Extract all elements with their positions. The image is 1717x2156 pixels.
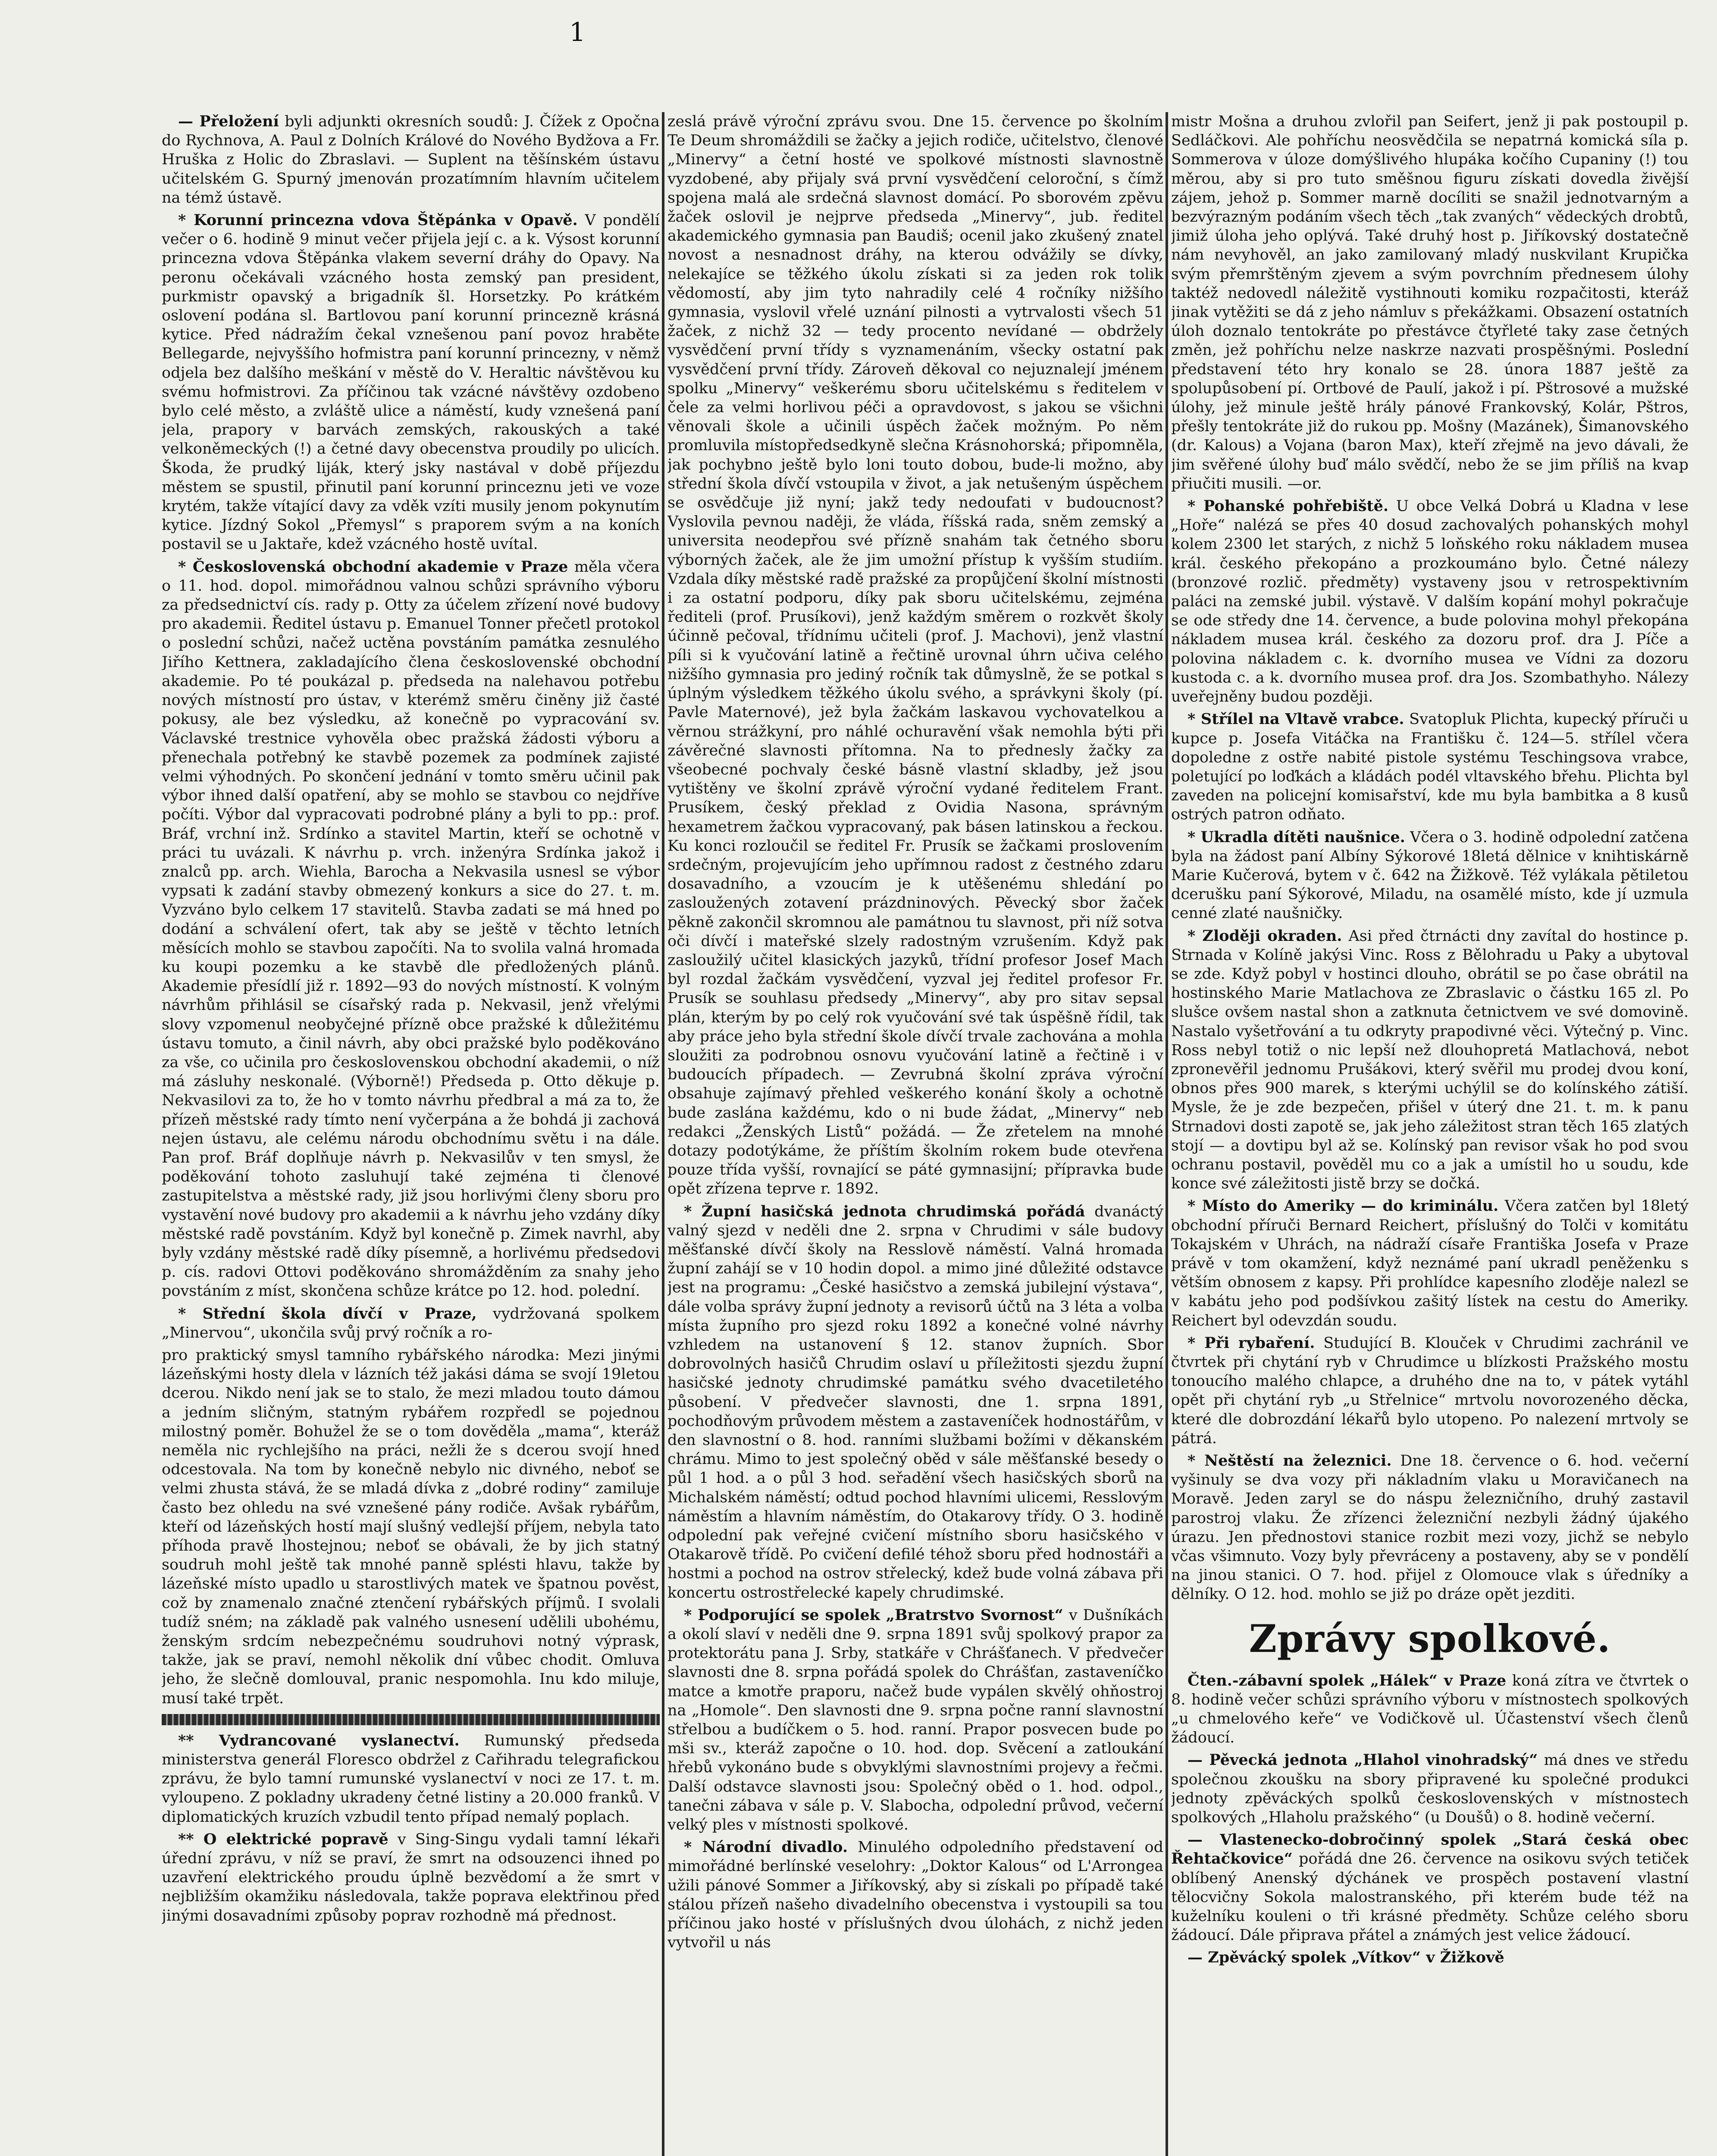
article-paragraph	[667, 1606, 1163, 1834]
article-text: dvanáctý valný sjezd v neděli dne 2. srpna v Chrudimi v sále budovy měšťanské dívčí školy na Resslově náměstí. Valná hromada župní zahájí se v 10 hodin dopol. a mimo jiné důležité odstavce jest na programu: „České hasičstvo a zemská jubilejní výstava“, dále volba správy župní jednoty a revisorů účtů na 3 léta a volba místa župního pro sjezd roku 1892 a konečné volné návrhy vzhledem na ustanovení § 12. stanov župních. Sbor dobrovolných hasičů Chrudim oslaví u příležitosti sjezdu župní hasičské jednoty chrudimské památku svého dvacetiletého působení. V předvečer slavnosti, dne 1. srpna 1891, pochodňovým průvodem městem a zastaveníček hodnostářům, v den slavnostní o 8. hod. ranními službami božími v děkanském chrámu. Mimo to jest společný oběd v sále měšťanské besedy o půl 1 hod. a o půl 3 hod. seřadění všech hasičských sborů na Michalském náměstí; odtud pochod hlavními ulicemi, Resslovým náměstím a hlavním náměstím, do Otakarovy třídy. O 3. hodině odpolední pak veřejné cvičení místního sboru hasičského v Otakarově třídě. Po cvičení defilé téhož sboru před hodnostáři a hostmi a pochod na ostrov střelecký, kdež bude volná zábava při koncertu ostrostřelecké kapely chrudimské.	[667, 1203, 1163, 1601]
article-lead: — Pěvecká jednota „Hlahol vinohradský“	[1187, 1751, 1538, 1769]
article-text: v Dušníkách a okolí slaví v neděli dne 9. srpna 1891 svůj spolkový prapor za protektorátu pana J. Srby, statkáře v Chrášťanech. V předvečer slavnosti dne 8. srpna pořádá spolek do Chrášťan, zastaveníčko matce a kmotře praporu, načež bude vypálen skvělý ohňostroj na „Homole“. Den slavnosti dne 9. srpna počne ranní slavnostní střelbou a budíčkem o 5. hod. ranní. Prapor posvecen bude po mši sv., kteráž započne o 10. hod. dop. Svěcení a zatloukání hřebů vykonáno bude s obvyklými slavnostními projevy a řečmi. Další odstavce slavnosti jsou: Společný oběd o 1. hod. odpol., tanečni zábava v sále p. V. Slabocha, odpolední průvod, večerní velký ples v místnosti spolkové.	[667, 1606, 1163, 1834]
article-text: koná zítra ve čtvrtek o 8. hodině večer schůzi správního výboru v místnostech spolkových „u chmelového keře“ ve Vodičkově ul. Účastenství všech členů žádoucí.	[1171, 1672, 1689, 1747]
column-divider	[1166, 112, 1168, 2156]
article-text: vydržovaná spolkem „Minervou“, ukončila svůj prvý ročník a ro-	[162, 1305, 660, 1341]
article-paragraph	[162, 558, 660, 1301]
article-text: V pondělí večer o 6. hodině 9 minut večer přijela její c. a k. Výsost korunní princezna vdova Štěpánka vlakem severní dráhy do Opavy. Na peronu očekávali vzácného hosta zemský pan president, purkmistr opavský a brigadník šl. Horsetzky. Po krátkém oslovení podána sl. Bartlovou paní korunní princezně krásná kytice. Před nádražím čekal vznešenou paní povoz hraběte Bellegarde, nejvyššího hofmistra paní korunní princezny, v němž odjela bez dalšího meškání v městě do V. Heraltic návštěvou ku svému hofmistrovi. Za příčinou tak vzácné návštěvy ozdobeno bylo celé město, a zvláště ulice a náměstí, kudy vznešená paní jela, prapory v barvách zemských, rakouských a také velkoněmeckých (!) a četné davy obecenstva proudily po ulicích. Škoda, že prudký liják, který jsky nastával v době příjezdu městem se spustil, přinutil paní korunní princeznu jeti ve voze krytém, takže vítající davy za vděk vzíti musily jenom pokynutím kytice. Jízdný Sokol „Přemysl“ s praporem svým a na koních postavil se u Jaktaře, kdež vzácného hostě uvítal.	[162, 212, 660, 553]
article-paragraph	[162, 211, 660, 554]
article-text: pořádá dne 26. července na osikovu svých tetiček oblíbený Anenský dýchánek ve prospěch postavení vlastní tělocvičny Sokola malostranského, při kterém bude též na kuželníku kouleni o tři krásné předměty. Schůze celého sboru žádoucí. Dále připrava přátel a známých jest velice žádoucí.	[1171, 1850, 1689, 1944]
article-paragraph	[667, 1838, 1163, 1952]
article-paragraph	[1171, 1451, 1689, 1604]
column-1	[162, 112, 660, 2156]
article-lead: Čten.-zábavní spolek „Hálek“ v Praze	[1187, 1671, 1507, 1689]
article-lead: * Místo do Ameriky — do kriminálu.	[1187, 1197, 1499, 1215]
article-lead: — Vlastenecko-dobročinný spolek „Stará česká obec Řehtačkovice“	[1171, 1831, 1689, 1868]
article-lead: * Střílel na Vltavě vrabce.	[1187, 710, 1404, 728]
article-paragraph	[1171, 1751, 1689, 1827]
article-text: pro praktický smysl tamního rybářského národka: Mezi jinými lázeňskými hosty dlela v lázních též jakási dáma se svojí 19letou dcerou. Nikdo není jak se to stalo, že mezi mladou touto dámou a jedním sličným, statným rybářem rozpředl se pojednou milostný poměr. Bohužel že se o tom dověděla „mama“, kteráž neměla nic rychlejšího na práci, nežli že s dcerou svojí hned odcestovala. Na tom by konečně nebylo nic divného, neboť se velmi zhusta stává, že se mladá dívka z „dobré rodiny“ zamiluje často bez ohledu na své vznešené pány rodiče. Avšak rybářům, kteří od lázeňských hostí mají slušný vedlejší příjem, nebyla tato příhoda pravě lhostejnou; neboť se obávali, že by jich statný soudruh mohl ještě tak mnohé panně splésti hlavu, takže by lázeňské místo upadlo u starostlivých matek ve špatnou pověst, což by znamenalo značné ztenčení rybářských příjmů. I svolali tudíž sném; na základě pak valného usnesení udělili ubohému, ženským srdcím nebezpečnému soudruhovi notný výprask, takže, jak se praví, nemohl několik dní vůbec chodit. Omluva jeho, že slečně domlouval, pranic nespomohla. Inu kdo miluje, musí také trpět.	[162, 1347, 660, 1707]
section-separator	[162, 1714, 660, 1725]
article-paragraph	[1171, 1830, 1689, 1945]
article-paragraph	[162, 1830, 660, 1925]
article-paragraph	[1171, 927, 1689, 1194]
article-lead: * Podporující se spolek „Bratrstvo Svornost“	[684, 1606, 1063, 1624]
article-lead: * Při rybaření.	[1187, 1334, 1315, 1352]
article-text: Svatopluk Plichta, kupecký příruči u kupce p. Josefa Vitáčka na Františku č. 124—5. střílel včera dopoledne z ostře nabité pistole systému Teschingsova vrabce, poletující po loďkách a kládách podél vltavského břehu. Plichta byl zaveden na policejní komisařství, kde mu byla bambitka a 8 kusů ostrých patron odňato.	[1171, 711, 1689, 824]
article-paragraph	[1171, 1671, 1689, 1748]
section-heading: Zprávy spolkové.	[1249, 1616, 1611, 1661]
article-paragraph	[1171, 710, 1689, 824]
article-paragraph	[667, 1202, 1163, 1602]
article-lead: * Zloději okraden.	[1187, 927, 1342, 945]
article-text: má dnes ve středu společnou zkoušku na sbory připravené ku společné produkci jednoty zpěváckých spolků československých v místnostech spolkových „Hlaholu pražského“ (u Doušů) o 8. hodině večerní.	[1171, 1752, 1689, 1827]
article-text: mistr Mošna a druhou zvlořil pan Seifert, jenž ji pak postoupil p. Sedláčkovi. Ale pohříchu neosvědčila se nepatrná komická síla p. Sommerova v úloze domýšlivého hlupáka kočího Cupaniny (!) tou měrou, aby si pro tuto směšnou figuru získati dovedla živější zájem, jehož p. Sommer marně docíliti se snažil jednotvarným a bezvýrazným podáním všech těch „tak zvaných“ vědeckých drobtů, jimiž úloha jeho oplývá. Také druhý host p. Jiříkovský dostatečně nám nevyhověl, an jako zamilovaný mladý nuskvilant Krupička svým přemrštěným zjevem a svým povrchním přednesem úlohy taktéž nedovedl náležitě vystihnouti komiku rozpačitosti, kteráž jinak vytěžiti se dá z jeho námluv s překážkami. Obsazení ostatních úloh doznalo tentokráte po přestávce čtyřleté taky zase četných změn, jež pohříchu nelze naskrze nazvati prospěšnými. Poslední představení této hry konalo se 28. února 1887 ještě za spolupůsobení pí. Ortbové de Paulí, jakož i pí. Pštrosové a mužské úlohy, jež minule ještě hrály pánové Frankovský, Kolár, Pštros, přešly tentokráte již do rukou pp. Mošny (Mazánek), Šimanovského (dr. Kalous) a Vojana (baron Max), kteří zřejmě na jevo dávali, že jim svěřené úlohy buď málo svědčí, nebo že se jim příliš na kvap přiučiti musili. —or.	[1171, 113, 1689, 492]
page-number: 1	[569, 17, 586, 47]
article-lead: * Ukradla dítěti naušnice.	[1187, 828, 1405, 846]
column-3	[1171, 112, 1689, 2156]
article-text: U obce Velká Dobrá u Kladna v lese „Hoře“ nalézá se přes 40 dosud zachovalých pohanských mohyl kolem 2300 let starých, z nichž 5 loňského roku nákladem musea král. českého překopáno a prozkoumáno bylo. Četné nálezy (bronzové rozlič. předměty) vystaveny jsou v retrospektivním paláci na zemské jubil. výstavě. V dalším kopání mohyl pokračuje se ode středy dne 14. července, a bude polovina mohyl překopána nákladem musea král. českého za dozoru prof. dra J. Píče a polovina nákladem c. k. dvorního musea ve Vídni za dozoru kustoda c. a k. dvorního musea prof. dra Jos. Szombathyho. Nálezy uveřejněny budou později.	[1171, 498, 1689, 706]
article-text: Minulého odpoledního představení od mimořádné berlínské veselohry: „Doktor Kalous“ od L'Arrongea užili pánové Sommer a Jiříkovský, aby si získali po případě také stálou přízeň našeho divadelního obecenstva i vystoupili sa tou příčinou jako hosté v příslušných dvou úlohách, z nichž jeden vytvořil u nás	[667, 1839, 1163, 1952]
article-text: Dne 18. července o 6. hod. večerní vyšinuly se dva vozy při nákladním vlaku u Moravičanech na Moravě. Jeden zaryl se do náspu železničního, druhý zastavil parostroj vlaku. Že zřízenci železniční nezbyli žádný újakého úrazu. Jen přednostovi stanice rozbit mezi vozy, jichž se nebylo včas všimnuto. Vozy byly převráceny a postaveny, aby se v pondělí na jinou stanici. O 7. hod. přijel z Olomouce vlak s úředníky a dělníky. O 12. hod. mohlo se již po dráze opět jezditi.	[1171, 1452, 1689, 1603]
article-text: měla včera o 11. hod. dopol. mimořádnou valnou schůzi správního výboru za předsednictví cís. rady p. Otty za účelem zřízení nové budovy pro akademii. Ředitel ústavu p. Emanuel Tonner přečetl protokol o poslední schůzi, načež uctěna povstáním památka zesnulého Jiřího Kettnera, zakladajícího člena československé obchodní akademie. Po té poukázal p. předseda na nalehavou potřebu nových místností pro ústav, v kterémž směru činěny již časté pokusy, ale bez výsledku, až konečně po vypracování sv. Václavské trestnice vyhověla obec pražská žádosti výboru a přenechala potřebný ke stavbě pozemek za podmínek zajisté velmi výhodných. Po skončení jednání v tomto směru učinil pak výbor ihned další opatření, aby se mohlo se stavbou co nejdříve počíti. Výbor dal vypracovati podrobné plány a byli to pp.: prof. Bráf, vrchní inž. Srdínko a stavitel Martin, kteří se ochotně v práci tu uvázali. K návrhu p. vrch. inženýra Srdínka jakož i znalců pp. arch. Wiehla, Barocha a Nekvasila usnesl se výbor vypsati k zadání stavby obmezený konkurs a sice do 27. t. m. Vyzváno bylo celkem 17 stavitelů. Stavba zadati se má hned po dodání a schválení ofert, tak aby se ještě v těchto letních měsících mohlo se stavbou započíti. Na to svolila valná hromada ku koupi pozemku a ke stavbě dle předložených plánů. Akademie přesídlí již r. 1892—93 do nových místností. K volným návrhům přihlásil se císařský rada p. Nekvasil, jenž vřelými slovy vzpomenul neobyčejné přízně obce pražské k důležitému ústavu tomuto, a činil návrh, aby obci pražské bylo poděkováno za vše, co učinila pro československou obchodní akademii, o níž má zásluhy neskonalé. (Výborně!) Předseda p. Otto děkuje p. Nekvasilovi za to, že ho v tomto návrhu předbral a má za to, že přízeň městské rady tímto není vyčerpána a že bohdá ji zachová nejen ústavu, ale celému národu obchodnímu světu i na dále. Pan prof. Bráf doplňuje návrh p. Nekvasilův v ten smysl, že poděkování tohoto zasluhují také zejména ti členové zastupitelstva a městské rady, již jsou horlivými členy sboru pro vystavění nové budovy pro akademii a k návrhu jeho vzdány díky městské radě povstáním. Když byl konečně p. Zimek navrhl, aby byly vzdány městské radě díky písemně, a horlivému předsedovi p. cís. radovi Ottovi poděkováno shromážděním za snahy jeho povstáním z míst, skončena schůze krátce po 12. hod. polední.	[162, 558, 660, 1300]
article-lead: ** Vydrancované vyslanectví.	[178, 1731, 460, 1749]
article-lead: — Přeložení	[178, 113, 279, 130]
column-2	[667, 112, 1163, 2156]
article-paragraph	[1171, 828, 1689, 923]
article-lead: * Korunní princezna vdova Štěpánka v Opavě.	[178, 211, 578, 229]
article-text: Rumunský předseda ministerstva generál Floresco obdržel z Cařihradu telegrafickou zprávu, že bylo tamní rumunské vyslanectví v noci ze 17. t. m. vyloupeno. Z pokladny ukradeny četné listiny a 20.000 franků. V diplomatických kruzích vzbudil tento případ nemalý poplach.	[162, 1732, 660, 1826]
article-paragraph	[1171, 112, 1689, 493]
article-text: v Sing-Singu vydali tamní lékaři úřední zprávu, v níž se praví, že smrt na odsouzenci ihned po uzavření elektrického proudu úplně bezvědomí a že smrt v nejbližším okamžiku následovala, takže poprava elektřinou před jinými dosavadními způsoby poprav rozhodně má přednost.	[162, 1830, 660, 1924]
article-paragraph	[667, 112, 1163, 1199]
article-lead: — Zpěvácký spolek „Vítkov“ v Žižkově	[1187, 1949, 1504, 1967]
article-text: zeslá právě výroční zprávu svou. Dne 15. července po školním Te Deum shromáždili se žačky a jejich rodiče, učitelstvo, členové „Minervy“ a četní hosté ve spolkové místnosti slavnostně vyzdobené, aby přijaly svá první vysvědčení celoroční, s čímž spojena malá ale srdečná slavnost domácí. Po sborovém zpěvu žaček oslovil je nejprve předseda „Minervy“, jub. ředitel akademického gymnasia pan Baudiš; ocenil jako zkušený znatel novost a nesnadnost dráhy, na kterou odvážily se dívky, nelekajíce se těžkého úkolu získati si za jeden rok tolik vědomostí, aby jim tyto nahradily celé 4 ročníky nižšího gymnasia, vyslovil vřelé uznání pilnosti a vytrvalosti všech 51 žaček, z nichž 32 — tedy procento nevídané — obdržely vysvědčení první třídy s vyznamenáním, všecky ostatní pak vysvědčení první třídy. Zároveň děkoval co nejuznalejí jménem spolku „Minervy“ veškerému sboru učitelskému s ředitelem v čele za velmi horlivou péči a opravdovost, s jakou se všichni věnovali škole a učinili úspěch žaček možným. Po něm promluvila místopředsedkyně slečna Krásnohorská; připomněla, jak pochybno ještě bylo loni touto dobou, bude-li možno, aby střední škola dívčí vstoupila v život, a jak netušeným úspěchem se osvědčuje již nyní; jakž tedy nedoufati v budoucnost? Vyslovila pevnou naději, že vláda, říšská rada, sněm zemský a universita neodepřou své přízně snahám tak četného sboru výborných žaček, ale že jim umožní přístup k vyšším studiím. Vzdala díky městské radě pražské za propůjčení školní místnosti i za ostatní podporu, díky pak sboru učitelskému, zejména řediteli (prof. Prusíkovi), jenž každým směrem o rozkvět školy účinně pečoval, třídnímu učiteli (prof. J. Machovi), jenž vlastní píli si k vyučování latině a řečtině urovnal úhrn učiva celého nižšího gymnasia pro jediný ročník tak důmyslně, že se potkal s úplným výsledkem těžkého úkolu svého, a správkyni školy (pí. Pavle Maternové), jež byla žačkám laskavou vychovatelkou a věrnou strážkyní, pro náhlé ochuravění však nemohla býti při závěrečné slavnosti přítomna. Na to přednesly žačky za všeobecné pochvaly české básně vlastní skladby, jež jsou vytištěny ve školní zprávě výroční vydané ředitelem Frant. Prusíkem, český překlad z Ovidia Nasona, správným hexametrem žačkou vypracovaný, pak básen latinskou a řeckou. Ku konci rozloučil se ředitel Fr. Prusík se žačkami proslovením srdečným, projevujícím jeho upřímnou radost z čestného zdaru dosavadního, a vzoucím je k utěšenému shledání po zasloužených zotavení prázdninových. Pěvecký sbor žaček pěkně zakončil skromnou ale památnou tu slavnost, při níž sotva oči dívčí i mateřské slzely radostným vzrušením. Když pak zasloužilý učitel klasických jazyků, třídní profesor Josef Mach byl rozdal žačkám vysvědčení, vyzval jej ředitel profesor Fr. Prusík se souhlasu předsedy „Minervy“, aby pro sitav sepsal plán, kterým by po celý rok vyučování své tak úspěšně řídil, tak aby práce jeho byla střední škole dívčí trvale zachována a mohla sloužiti za podrobnou osnovu vyučování latině a řečtině i v budoucích případech. — Zevrubná školní zpráva výroční obsahuje zajímavý přehled veškerého konání školy a ochotně bude zaslána každému, kdo o ni bude žádat, „Minervy“ neb redakci „Ženských Listů“ požádá. — Že zřetelem na mnohé dotazy podotýkáme, že příštím školním rokem bude otevřena pouze třída vyšší, rovnající se páté gymnasijní; přípravka bude opět zřízena teprve r. 1892.	[667, 113, 1163, 1198]
article-lead: * Československá obchodní akademie v Praze	[178, 558, 568, 576]
article-lead: * Pohanské pohřebiště.	[1187, 497, 1389, 515]
article-text: Včera zatčen byl 18letý obchodní příruči Bernard Reichert, příslušný do Tolči v komitátu Tokajském v Uhrách, na nádraží císaře Františka Josefa v Praze právě v tom okamžení, když neznámé paní ukradl peněženku s větším obnosem z kapsy. Při prohlídce kapesního zloděje nalezl se v kabátu jeho pod podšívkou zašitý lístek na cestu do Ameriky. Reichert byl odevzdán soudu.	[1171, 1197, 1689, 1329]
article-text: Studující B. Klouček v Chrudimi zachránil ve čtvrtek při chytání ryb v Chrudimce u blízkosti Pražského mostu tonoucího malého chlapce, a druhého dne na to, v pátek vytáhl opět při chytání ryb „u Střelnice“ mrtvolu novorozeného děcka, které dle dobrozdání lékařů bylo utopeno. Po nalezení mrtvoly se pátrá.	[1171, 1334, 1689, 1447]
article-text: Asi před čtrnácti dny zavítal do hostince p. Strnada v Kolíně jakýsi Vinc. Ross z Bělohradu u Paky a ubytoval se zde. Když pobyl v hostinci dlouho, obrátil se po čase obrátil na hostinského Marie Matlachova ze Zbraslavic o částku 165 zl. Po slušce ovšem nastal shon a zatknuta četnictvem ve své domovině. Nastalo vyšetřování a tu odkryty prapodivné věci. Výtečný p. Vinc. Ross nebyl totiž o nic lepší než dlouhopretá Matlachová, nebot zpronevěřil jednomu Prušákovi, který svěřil mu prodej dvou koní, obnos přes 900 marek, s kterými uchýlil se do kolínského zátiší. Mysle, že je zde bezpečen, přišel v úterý dne 21. t. m. k panu Strnadovi dosti zapotě se, jak jeho záležitost stran těch 165 zlatých stojí — a dovtipu byl až se. Kolínský pan revisor však ho pod svou ochranu postavil, pověděl mu co a jak a umístil ho u soudu, kde konce své záležitosti jistě brzy se dočká.	[1171, 927, 1689, 1193]
article-lead: * Střední škola dívčí v Praze,	[178, 1304, 477, 1322]
article-text: Včera o 3. hodině odpolední zatčena byla na žádost paní Albíny Sýkorové 18letá dělnice v knihtiskárně Marie Kučerová, bytem v č. 642 na Žižkově. Též vylákala pětiletou dcerušku paní Sýkorové, Miladu, na osamělé místo, kde jí uzmula cenné zlaté naušničky.	[1171, 828, 1689, 922]
article-paragraph	[162, 1304, 660, 1342]
article-lead: ** O elektrické popravě	[178, 1830, 389, 1848]
column-divider	[662, 112, 664, 2156]
article-paragraph	[162, 112, 660, 207]
article-lead: * Neštěstí na železnici.	[1187, 1452, 1392, 1470]
article-lead: * Národní divadlo.	[684, 1838, 848, 1856]
article-paragraph	[162, 1731, 660, 1827]
article-text: byli adjunkti okresních soudů: J. Čížek z Opočna do Rychnova, A. Paul z Dolních Králové do Nového Bydžova a Fr. Hruška z Holic do Zbraslavi. — Suplent na těšínském ústavu učitelském G. Spurný jmenován prozatímním hlavním učitelem na témž ústavě.	[162, 113, 660, 207]
article-paragraph	[1171, 1334, 1689, 1448]
article-paragraph	[1171, 1948, 1689, 1967]
article-paragraph	[162, 1346, 660, 1708]
article-paragraph	[1171, 1197, 1689, 1330]
article-paragraph	[1171, 497, 1689, 706]
article-lead: * Župní hasičská jednota chrudimská pořádá	[684, 1202, 1085, 1220]
